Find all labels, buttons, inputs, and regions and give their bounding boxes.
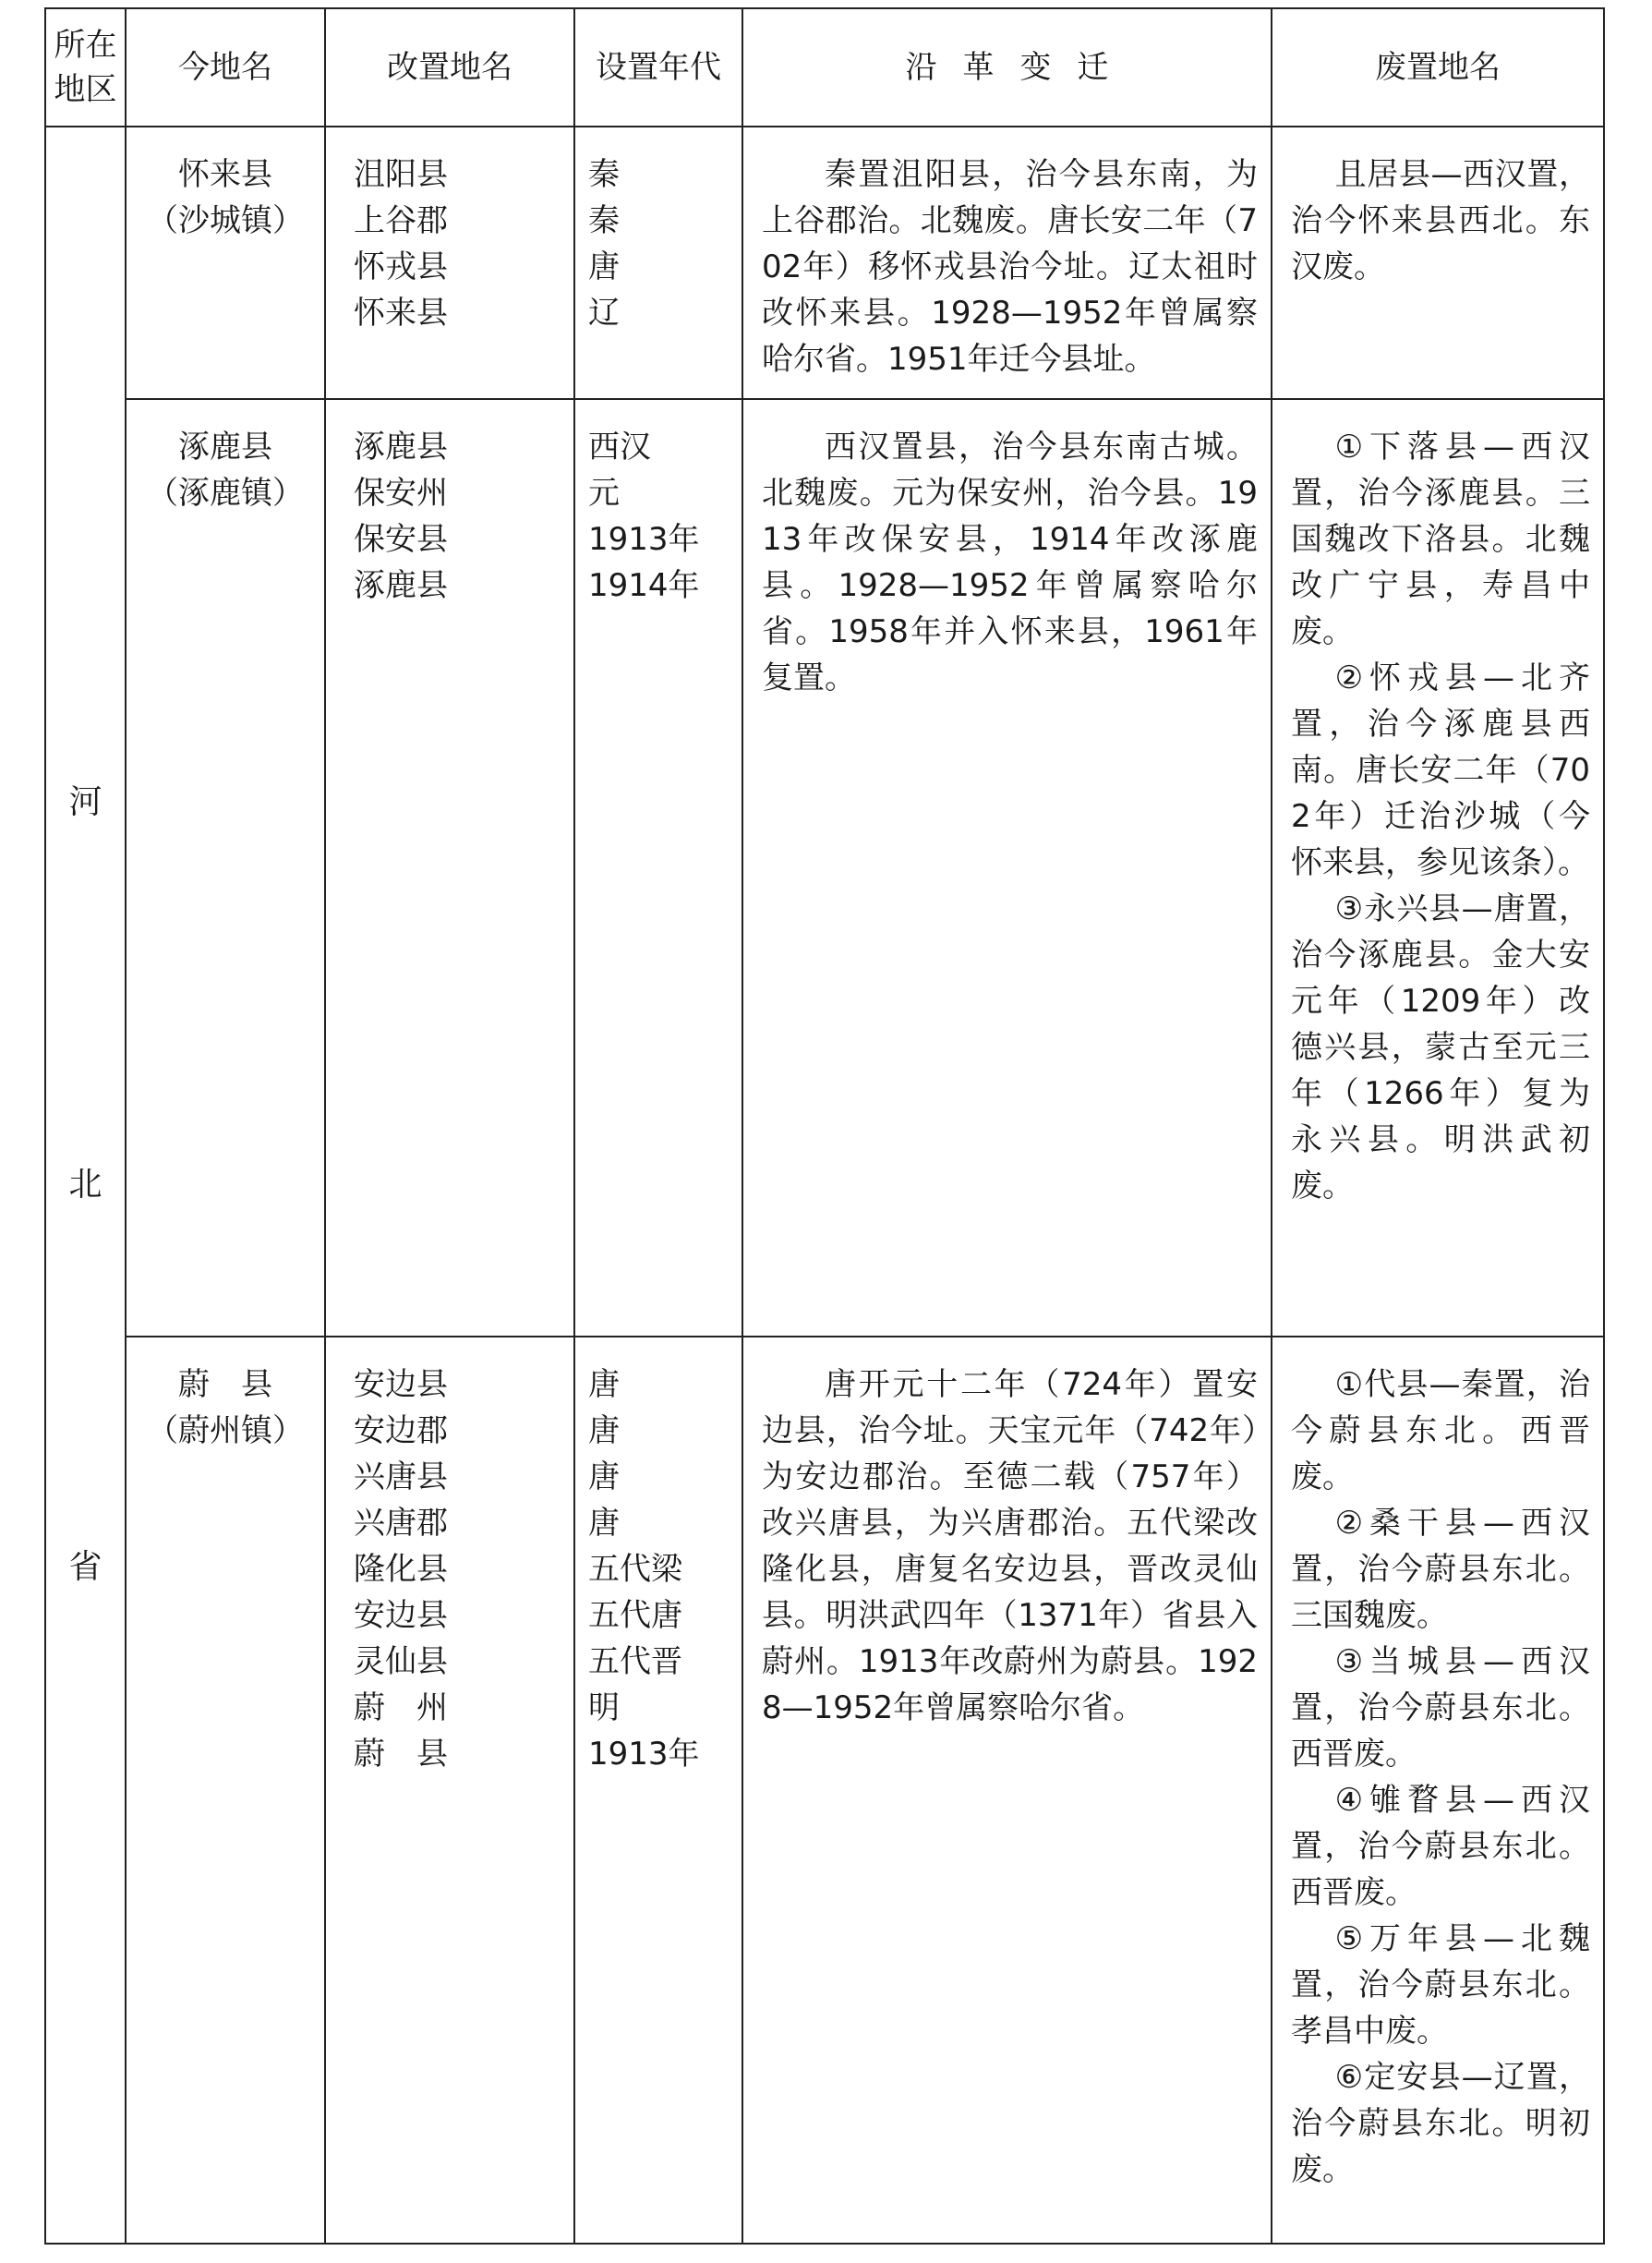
- current-name-cell: [126, 1337, 325, 2244]
- era: 秦: [588, 156, 620, 193]
- abolished-entry: ①下落县—西汉置，治今涿鹿县。三国魏改下洛县。北魏改广宁县，寿昌中废。: [1291, 429, 1590, 650]
- gazetteer-page: [44, 7, 1603, 2243]
- era: 唐: [588, 1366, 620, 1403]
- era: 1914年: [588, 567, 700, 604]
- current-name: 蔚 县: [178, 1366, 272, 1403]
- era: 1913年: [588, 1736, 700, 1773]
- header-region-line-1: 所在: [54, 27, 117, 64]
- header-region: [45, 8, 126, 127]
- reorganized-name: 上谷郡: [354, 202, 448, 239]
- abolished-entry: ②桑干县—西汉置，治今蔚县东北。三国魏废。: [1291, 1505, 1590, 1634]
- era: 唐: [588, 1505, 620, 1542]
- reorganized-name: 安边县: [354, 1366, 448, 1403]
- reorganized-name: 灵仙县: [354, 1643, 448, 1680]
- abolished-cell: [1272, 1337, 1604, 2244]
- era: 五代唐: [588, 1597, 682, 1634]
- reorganized-name: 兴唐郡: [354, 1505, 448, 1542]
- history-text: 西汉置县，治今县东南古城。北魏废。元为保安州，治今县。1913年改保安县，1914年改涿鹿县。1928—1952年曾属察哈尔省。1958年并入怀来县，1961年复置。: [762, 429, 1258, 696]
- history-cell: [742, 127, 1272, 399]
- reorganized-name: 蔚 州: [354, 1689, 448, 1726]
- era-cell: [574, 127, 742, 399]
- reorganized-name: 安边郡: [354, 1412, 448, 1449]
- province-cell: [45, 127, 126, 2244]
- header-established-era: 设置年代: [574, 8, 742, 127]
- era: 1913年: [588, 521, 700, 558]
- province-char-3: 省: [68, 1548, 102, 1586]
- history-text: 唐开元十二年（724年）置安边县，治今址。天宝元年（742年）为安边郡治。至德二载（757年）改兴唐县，为兴唐郡治。五代梁改隆化县，唐复名安边县，晋改灵仙县。明洪武四年（1371年）省县入蔚州。1913年改蔚州为蔚县。1928—1952年曾属察哈尔省。: [762, 1366, 1258, 1726]
- era: 唐: [588, 248, 620, 285]
- table-row: [45, 399, 1604, 1337]
- header-region-line-2: 地区: [54, 71, 117, 108]
- era: 五代梁: [588, 1551, 682, 1588]
- current-name: 怀来县: [178, 156, 272, 193]
- abolished-cell: [1272, 127, 1604, 399]
- abolished-entry: ①代县—秦置，治今蔚县东北。西晋废。: [1291, 1366, 1590, 1495]
- era: 辽: [588, 295, 620, 332]
- province-char-2: 北: [68, 1166, 102, 1204]
- era: 西汉: [588, 429, 651, 466]
- reorganized-cell: [325, 127, 574, 399]
- reorganized-name: 沮阳县: [354, 156, 448, 193]
- province-char-1: 河: [68, 783, 102, 821]
- header-reorganized-name: 改置地名: [325, 8, 574, 127]
- gazetteer-table: [44, 7, 1605, 2245]
- abolished-entry: ③当城县—西汉置，治今蔚县东北。西晋废。: [1291, 1643, 1590, 1773]
- reorganized-name: 蔚 县: [354, 1736, 448, 1773]
- era-cell: [574, 1337, 742, 2244]
- reorganized-name: 涿鹿县: [354, 429, 448, 466]
- abolished-entry: ⑤万年县—北魏置，治今蔚县东北。孝昌中废。: [1291, 1920, 1590, 2050]
- era: 秦: [588, 202, 620, 239]
- history-text: 秦置沮阳县，治今县东南，为上谷郡治。北魏废。唐长安二年（702年）移怀戎县治今址。辽太祖时改怀来县。1928—1952年曾属察哈尔省。1951年迁今县址。: [762, 156, 1258, 378]
- era: 元: [588, 475, 620, 512]
- reorganized-name: 怀来县: [354, 295, 448, 332]
- reorganized-name: 保安县: [354, 521, 448, 558]
- current-name: 涿鹿县: [178, 429, 272, 466]
- header-abolished-name: 废置地名: [1272, 8, 1604, 127]
- header-history: 沿革变迁: [742, 8, 1272, 127]
- era: 唐: [588, 1412, 620, 1449]
- abolished-entry: ⑥定安县—辽置，治今蔚县东北。明初废。: [1291, 2059, 1590, 2188]
- current-name-seat: （蔚州镇）: [147, 1412, 304, 1449]
- header-row: [45, 8, 1604, 127]
- reorganized-name: 兴唐县: [354, 1458, 448, 1495]
- current-name-seat: （沙城镇）: [147, 202, 304, 239]
- era: 五代晋: [588, 1643, 682, 1680]
- table-row: [45, 127, 1604, 399]
- history-cell: [742, 399, 1272, 1337]
- header-current-name: 今地名: [126, 8, 325, 127]
- era: 明: [588, 1689, 620, 1726]
- reorganized-name: 涿鹿县: [354, 567, 448, 604]
- reorganized-name: 怀戎县: [354, 248, 448, 285]
- era: 唐: [588, 1458, 620, 1495]
- history-cell: [742, 1337, 1272, 2244]
- current-name-seat: （涿鹿镇）: [147, 475, 304, 512]
- reorganized-cell: [325, 399, 574, 1337]
- abolished-entry: 且居县—西汉置，治今怀来县西北。东汉废。: [1291, 156, 1590, 285]
- reorganized-name: 隆化县: [354, 1551, 448, 1588]
- current-name-cell: [126, 127, 325, 399]
- abolished-entry: ④雊瞀县—西汉置，治今蔚县东北。西晋废。: [1291, 1782, 1590, 1911]
- abolished-entry: ③永兴县—唐置，治今涿鹿县。金大安元年（1209年）改德兴县，蒙古至元三年（1266年）复为永兴县。明洪武初废。: [1291, 890, 1590, 1204]
- table-row: [45, 1337, 1604, 2244]
- reorganized-name: 安边县: [354, 1597, 448, 1634]
- current-name-cell: [126, 399, 325, 1337]
- era-cell: [574, 399, 742, 1337]
- reorganized-name: 保安州: [354, 475, 448, 512]
- reorganized-cell: [325, 1337, 574, 2244]
- abolished-entry: ②怀戎县—北齐置，治今涿鹿县西南。唐长安二年（702年）迁治沙城（今怀来县，参见该条）。: [1291, 660, 1590, 881]
- abolished-cell: [1272, 399, 1604, 1337]
